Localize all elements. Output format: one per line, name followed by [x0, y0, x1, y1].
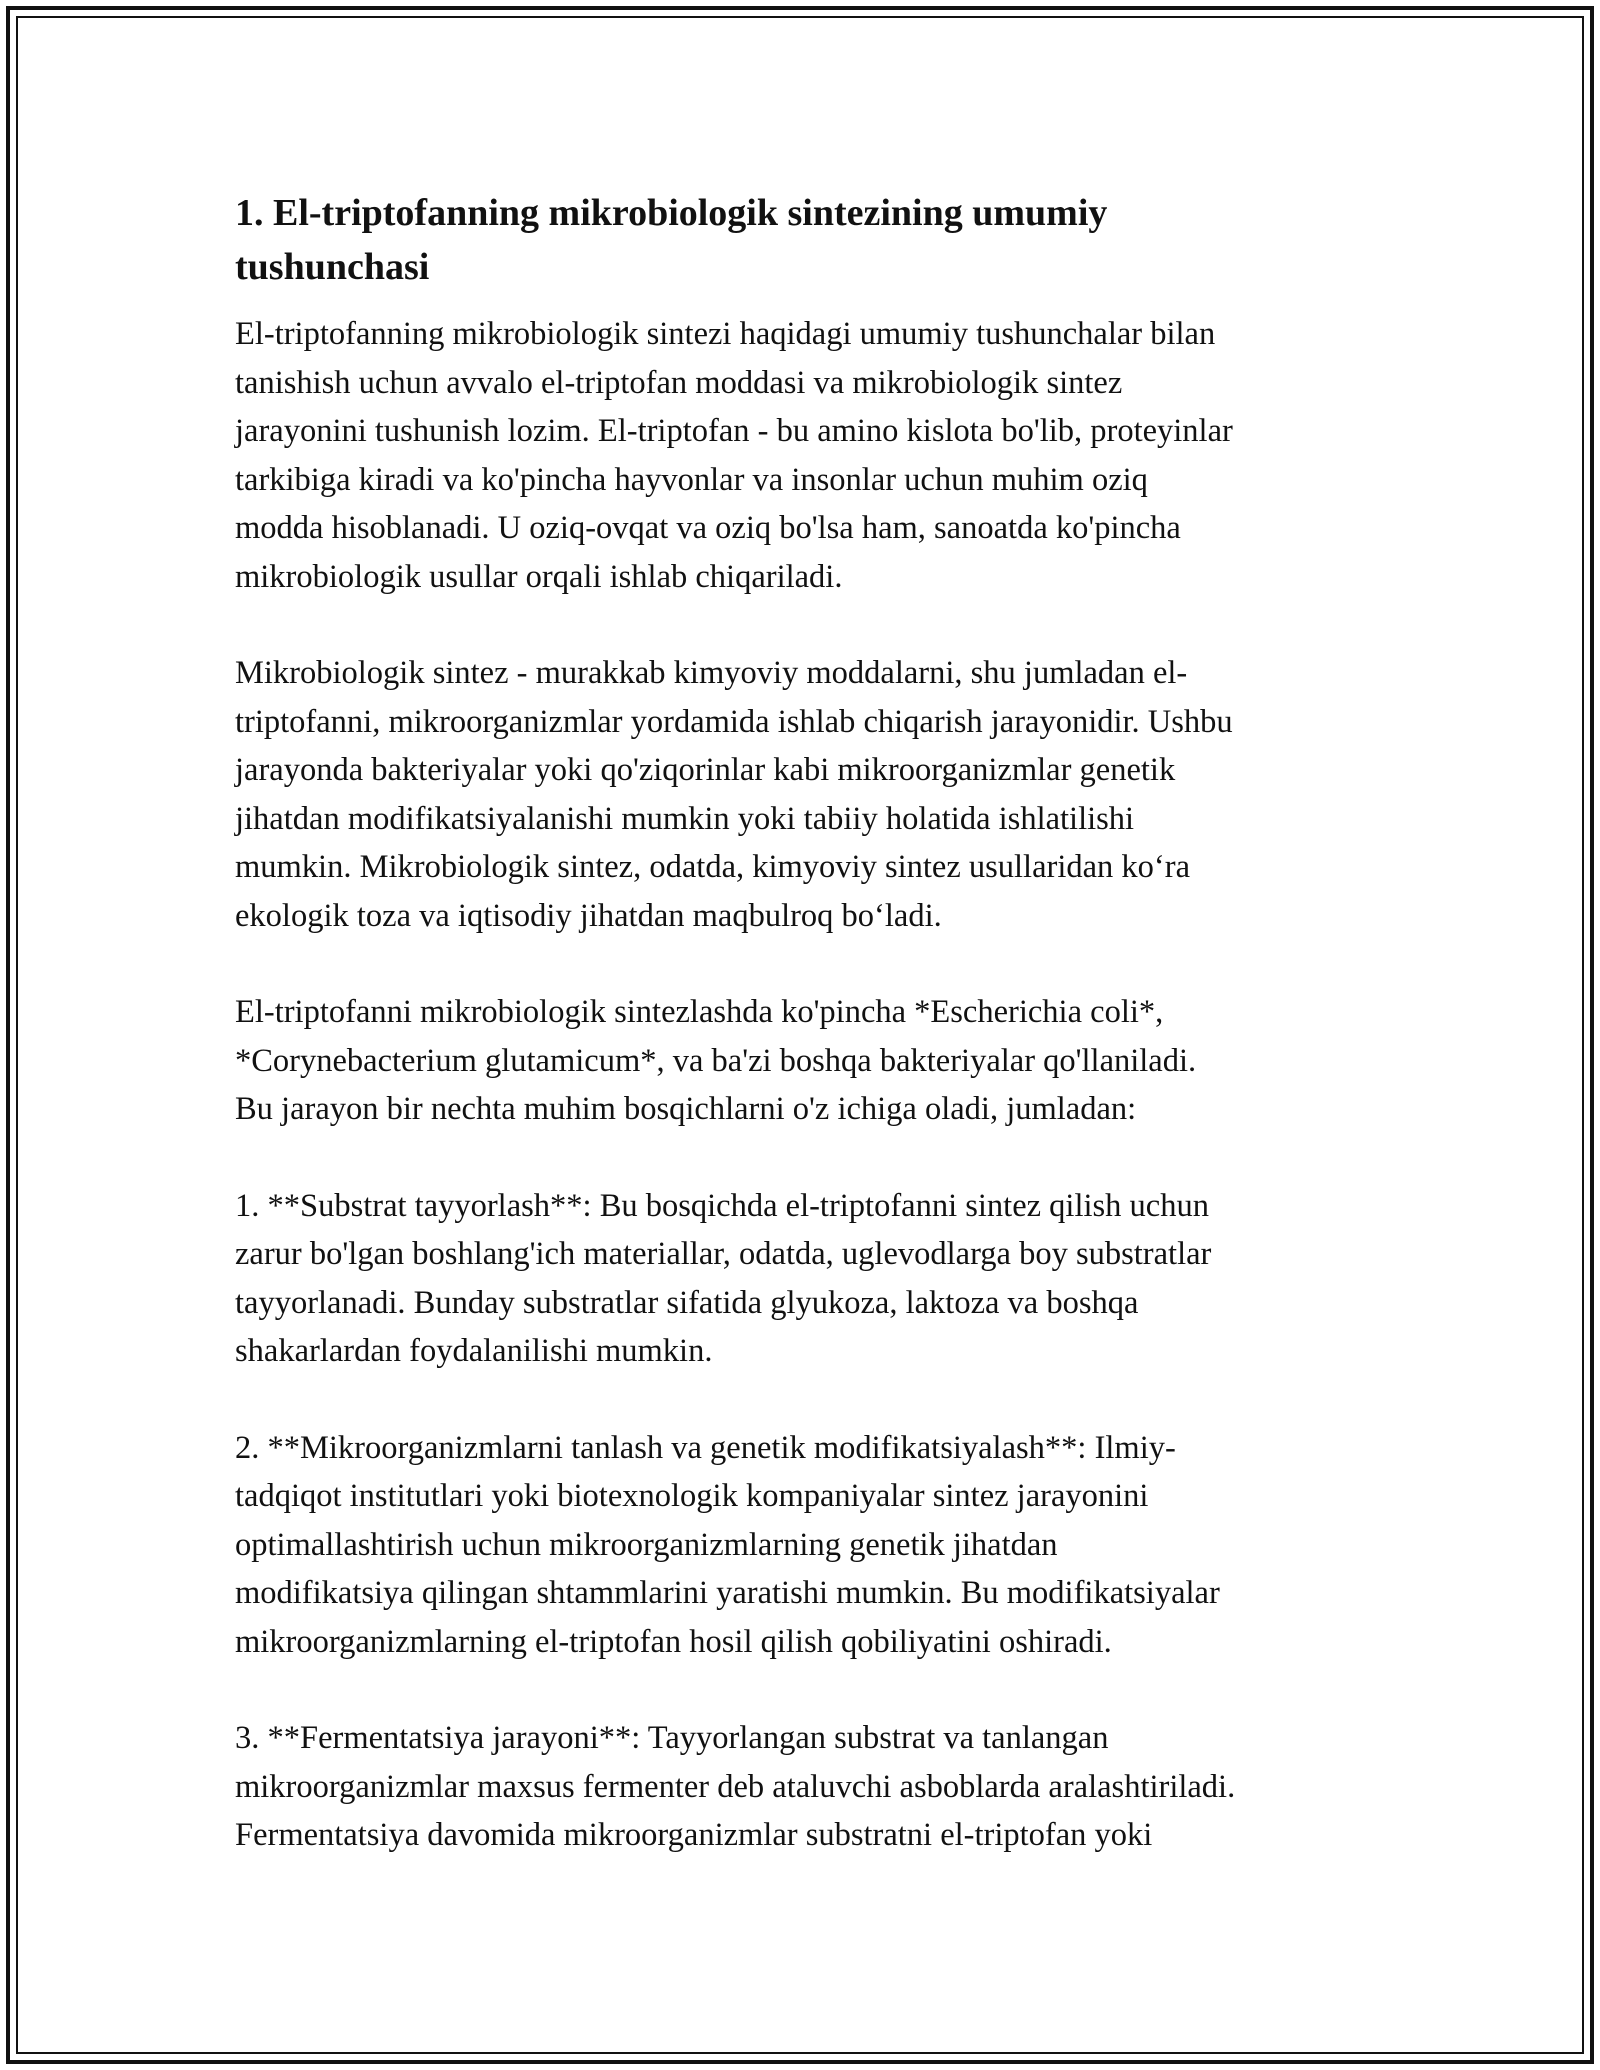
document-body: [235, 186, 1395, 1908]
section-heading: 1. El-triptofanning mikrobiologik sintezining umumiy tushunchasi: [235, 192, 1108, 288]
list-item-microorganism-selection: 2. **Mikroorganizmlarni tanlash va genetik modifikatsiyalash**: Ilmiy- tadqiqot institutlari yoki biotexnologik kompaniyalar sintez jarayonini optimallashtirish uchun mikroorganizmlarning genetik jihatdan modifikatsiya qilingan shtammlarini yaratishi mumkin. Bu modifikatsiyalar mikroorganizmlarning el-triptofan hosil qilish qobiliyatini oshiradi.: [235, 1429, 1220, 1660]
list-item-fermentation-process: 3. **Fermentatsiya jarayoni**: Tayyorlangan substrat va tanlangan mikroorganizmlar maxsus fermenter deb ataluvchi asboblarda aralashtiriladi. Fermentatsiya davomida mikroorganizmlar substratni el-triptofan yoki: [235, 1720, 1236, 1853]
list-item-substrate-preparation: 1. **Substrat tayyorlash**: Bu bosqichda el-triptofanni sintez qilish uchun zarur bo'lgan boshlang'ich materiallar, odatda, uglevodlarga boy substratlar tayyorlanadi. Bunday substratlar sifatida glyukoza, laktoza va boshqa shakarlardan foydalanilishi mumkin.: [235, 1187, 1212, 1369]
paragraph-intro: El-triptofanning mikrobiologik sintezi haqidagi umumiy tushunchalar bilan tanishish uchun avvalo el-triptofan moddasi va mikrobiologik sintez jarayonini tushunish lozim. El-triptofan - bu amino kislota bo'lib, proteyinlar tarkibiga kiradi va ko'pincha hayvonlar va insonlar uchun muhim oziq modda hisoblanadi. U oziq-ovqat va oziq bo'lsa ham, sanoatda ko'pincha mikrobiologik usullar orqali ishlab chiqariladi.: [235, 316, 1233, 595]
paragraph-microbiological-synthesis: Mikrobiologik sintez - murakkab kimyoviy moddalarni, shu jumladan el- triptofanni, mikroorganizmlar yordamida ishlab chiqarish jarayonidir. Ushbu jarayonda bakteriyalar yoki qo'ziqorinlar kabi mikroorganizmlar genetik jihatdan modifikatsiyalanishi mumkin yoki tabiiy holatida ishlatilishi mumkin. Mikrobiologik sintez, odatda, kimyoviy sintez usullaridan ko‘ra ekologik toza va iqtisodiy jihatdan maqbulroq bo‘ladi.: [235, 655, 1233, 934]
paragraph-bacteria-used: El-triptofanni mikrobiologik sintezlashda ko'pincha *Escherichia coli*, *Corynebacterium glutamicum*, va ba'zi boshqa bakteriyalar qo'llaniladi. Bu jarayon bir nechta muhim bosqichlarni o'z ichiga oladi, jumladan:: [235, 994, 1197, 1127]
